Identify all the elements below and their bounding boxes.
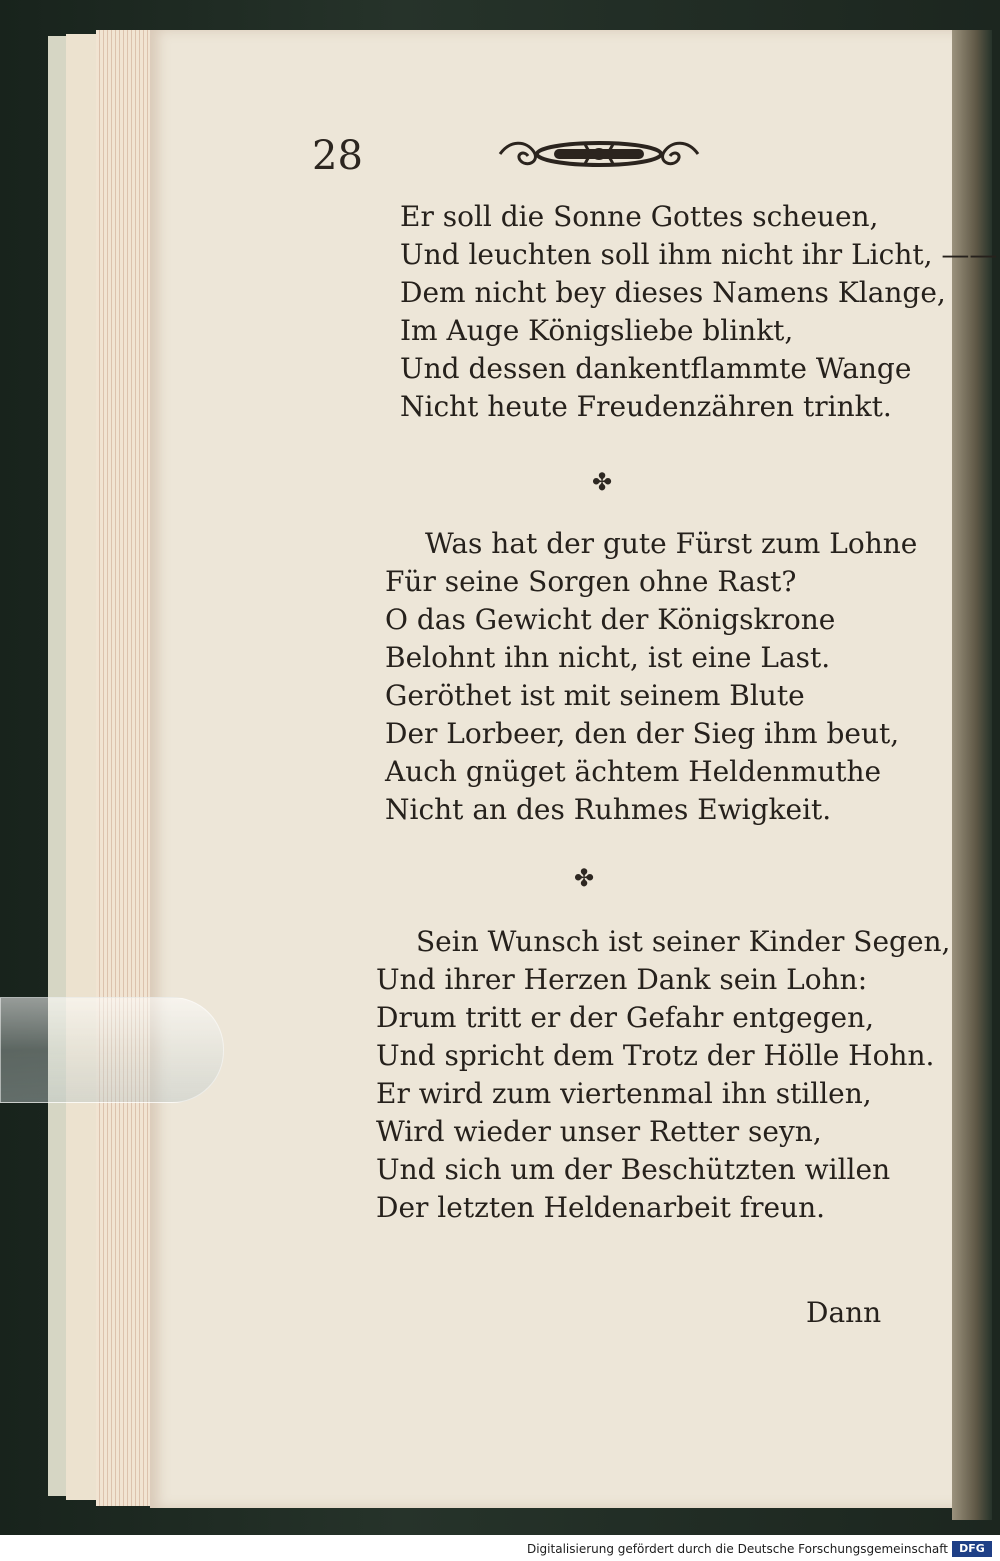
verse-line: Und sich um der Beschützten willen xyxy=(376,1153,891,1186)
verse-line: Er soll die Sonne Gottes scheuen, xyxy=(400,200,879,233)
separator-star-icon: ✤ xyxy=(592,468,613,496)
footer-credit: Digitalisierung gefördert durch die Deutsche Forschungsgemeinschaft xyxy=(526,1542,948,1556)
verse-line: Geröthet ist mit seinem Blute xyxy=(385,679,805,712)
dfg-logo-icon: DFG xyxy=(952,1541,992,1557)
verse-line: Nicht an des Ruhmes Ewigkeit. xyxy=(385,793,832,826)
verse-line: O das Gewicht der Königskrone xyxy=(385,603,836,636)
ornament-icon xyxy=(496,134,702,174)
stanza-2 xyxy=(385,525,917,829)
verse-line: Der Lorbeer, den der Sieg ihm beut, xyxy=(385,717,900,750)
footer-bar xyxy=(0,1535,1000,1561)
verse-line: Der letzten Heldenarbeit freun. xyxy=(376,1191,826,1224)
verse-line: Was hat der gute Fürst zum Lohne xyxy=(425,527,918,560)
verse-line: Wird wieder unser Retter seyn, xyxy=(376,1115,822,1148)
verse-line: Nicht heute Freudenzähren trinkt. xyxy=(400,390,892,423)
separator-star-icon: ✤ xyxy=(574,864,595,892)
verse-line: Auch gnüget ächtem Heldenmuthe xyxy=(385,755,882,788)
verse-line: Für seine Sorgen ohne Rast? xyxy=(385,565,797,598)
verse-line: Drum tritt er der Gefahr entgegen, xyxy=(376,1001,875,1034)
verse-line: Und leuchten soll ihm nicht ihr Licht, —— xyxy=(400,238,998,271)
page-number: 28 xyxy=(312,133,363,179)
verse-line: Und ihrer Herzen Dank sein Lohn: xyxy=(376,963,868,996)
verse-line: Und dessen dankentflammte Wange xyxy=(400,352,912,385)
verse-line: Dem nicht bey dieses Namens Klange, xyxy=(400,276,946,309)
catchword: Dann xyxy=(806,1296,882,1329)
verse-line: Er wird zum viertenmal ihn stillen, xyxy=(376,1077,872,1110)
verse-line: Belohnt ihn nicht, ist eine Last. xyxy=(385,641,831,674)
verse-line: Sein Wunsch ist seiner Kinder Segen, xyxy=(416,925,951,958)
stanza-3 xyxy=(376,923,950,1227)
verse-line: Im Auge Königsliebe blinkt, xyxy=(400,314,794,347)
stanza-1 xyxy=(400,198,997,426)
verse-line: Und spricht dem Trotz der Hölle Hohn. xyxy=(376,1039,935,1072)
glass-page-weight xyxy=(0,997,224,1103)
